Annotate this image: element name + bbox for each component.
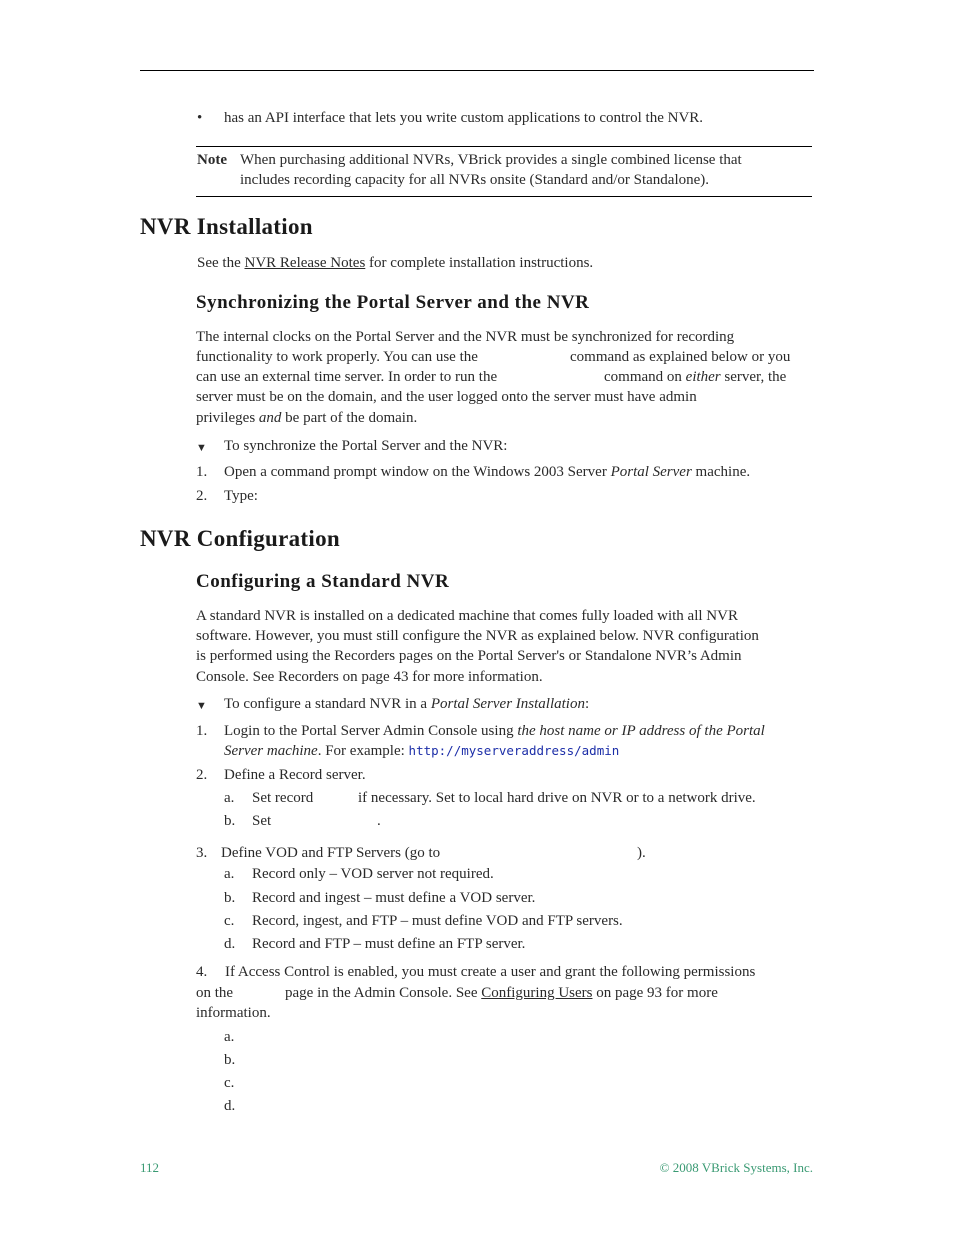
config-step-4-line-1: If Access Control is enabled, you must create a user and grant the following permissions (225, 964, 756, 980)
config-step-3a-letter: a. (224, 866, 235, 882)
bullet-marker: • (197, 110, 203, 126)
configuring-standard-nvr-heading: Configuring a Standard NVR (196, 571, 450, 592)
config-step-3d-letter: d. (224, 936, 236, 952)
config-step-4b-letter: b. (224, 1052, 236, 1068)
config-step-3-part-2: ). (637, 845, 646, 861)
sync-heading: Synchronizing the Portal Server and the NVR (196, 292, 590, 313)
sync-step-2-number: 2. (196, 488, 208, 504)
config-step-4d-letter: d. (224, 1098, 236, 1114)
sync-step-1a: Open a command prompt window on the Windows 2003 Server (224, 464, 611, 480)
procedure-marker-icon: ▼ (196, 700, 207, 712)
page-number: 112 (140, 1160, 160, 1175)
sync-procedure-title: To synchronize the Portal Server and the NVR: (224, 438, 508, 454)
sync-line-2a: functionality to work properly. You can use the (196, 349, 478, 365)
config-step-4a-letter: a. (224, 1029, 235, 1045)
config-step-2a-part-2: if necessary. Set to local hard drive on NVR or to a network drive. (358, 790, 756, 806)
config-step-3-number: 3. (196, 845, 208, 861)
sync-5b: and (258, 410, 282, 426)
nvr-release-notes-link[interactable]: NVR Release Notes (244, 255, 366, 271)
config-step-2a-letter: a. (224, 790, 235, 806)
sync-step-1 (224, 462, 750, 482)
config-line-3: is performed using the Recorders pages on the Portal Server's or Standalone NVR’s Admin (196, 648, 742, 664)
configuring-users-link[interactable]: Configuring Users (481, 985, 593, 1001)
config-procedure-title (224, 694, 589, 714)
config-step-4-line-3: information. (196, 1005, 271, 1021)
config-step-3-part-1: Define VOD and FTP Servers (go to (221, 845, 441, 861)
config-s4-l2c: on page 93 for more (592, 985, 718, 1001)
nvr-installation-heading: NVR Installation (140, 214, 313, 239)
config-step-3d: Record and FTP – must define an FTP server. (252, 936, 526, 952)
config-s1a: Login to the Portal Server Admin Console using (224, 723, 518, 739)
sync-3b-text: command on (604, 369, 686, 385)
sync-line-4: server must be on the domain, and the user logged onto the server must have admin (196, 389, 697, 405)
sync-line-1: The internal clocks on the Portal Server and the NVR must be synchronized for recording (196, 329, 735, 345)
note-top-rule (196, 146, 812, 147)
config-step-1-line-1 (224, 721, 765, 741)
config-step-3a: Record only – VOD server not required. (252, 866, 494, 882)
sync-line-3a: can use an external time server. In order to run the (196, 369, 498, 385)
header-rule (140, 70, 814, 71)
note-line-2: includes recording capacity for all NVRs onsite (Standard and/or Standalone). (240, 172, 710, 188)
config-s1d: . For example: (317, 743, 409, 759)
sync-step-1c: machine. (691, 464, 751, 480)
config-step-2-number: 2. (196, 767, 208, 783)
config-step-3c: Record, ingest, and FTP – must define VOD and FTP servers. (252, 913, 623, 929)
config-step-4-number: 4. (196, 964, 208, 980)
note-bottom-rule (196, 196, 812, 197)
config-step-2: Define a Record server. (224, 767, 366, 783)
config-step-2b-letter: b. (224, 813, 236, 829)
config-step-4-line-2a: on the (196, 985, 234, 1001)
config-proc-c: : (584, 696, 590, 712)
admin-url-example[interactable]: http://myserveraddress/admin (408, 743, 620, 758)
note-label: Note (197, 152, 227, 168)
note-line-1: When purchasing additional NVRs, VBrick provides a single combined license that (240, 152, 742, 168)
config-line-2: software. However, you must still configure the NVR as explained below. NVR configuration (196, 628, 759, 644)
config-s1c: Server machine (224, 743, 318, 759)
config-step-1-line-2 (224, 741, 619, 761)
config-step-4-line-2b (285, 983, 718, 1003)
sync-3b-either: either (685, 369, 721, 385)
config-step-2b-part-2: . (377, 813, 381, 829)
bullet-api-text: has an API interface that lets you write custom applications to control the NVR. (224, 110, 704, 126)
procedure-marker-icon: ▼ (196, 442, 207, 454)
install-see-pre: See the (197, 255, 245, 271)
config-s1b: the host name or IP address of the Portal (517, 723, 765, 739)
sync-line-3b (604, 367, 786, 387)
config-step-3c-letter: c. (224, 913, 235, 929)
sync-5c: be part of the domain. (281, 410, 418, 426)
config-proc-a: To configure a standard NVR in a (224, 696, 431, 712)
config-proc-b: Portal Server Installation (430, 696, 585, 712)
install-see-post: for complete installation instructions. (365, 255, 594, 271)
config-step-3b: Record and ingest – must define a VOD server. (252, 890, 536, 906)
config-step-1-number: 1. (196, 723, 208, 739)
config-step-3b-letter: b. (224, 890, 236, 906)
sync-step-1b: Portal Server (610, 464, 692, 480)
sync-3b-end: server, the (720, 369, 787, 385)
nvr-configuration-heading: NVR Configuration (140, 526, 340, 551)
config-step-2b-part-1: Set (252, 813, 272, 829)
sync-line-2b: command as explained below or you (570, 349, 791, 365)
config-s4-l2b: page in the Admin Console. See (285, 985, 482, 1001)
config-line-4: Console. See Recorders on page 43 for more information. (196, 669, 543, 685)
copyright: © 2008 VBrick Systems, Inc. (659, 1160, 813, 1175)
config-step-4c-letter: c. (224, 1075, 235, 1091)
install-paragraph (197, 253, 593, 273)
config-line-1: A standard NVR is installed on a dedicated machine that comes fully loaded with all NVR (196, 608, 738, 624)
sync-5a: privileges (196, 410, 259, 426)
sync-line-5 (196, 408, 417, 428)
sync-step-1-number: 1. (196, 464, 208, 480)
config-step-2a-part-1: Set record (252, 790, 314, 806)
sync-step-2: Type: (224, 488, 258, 504)
